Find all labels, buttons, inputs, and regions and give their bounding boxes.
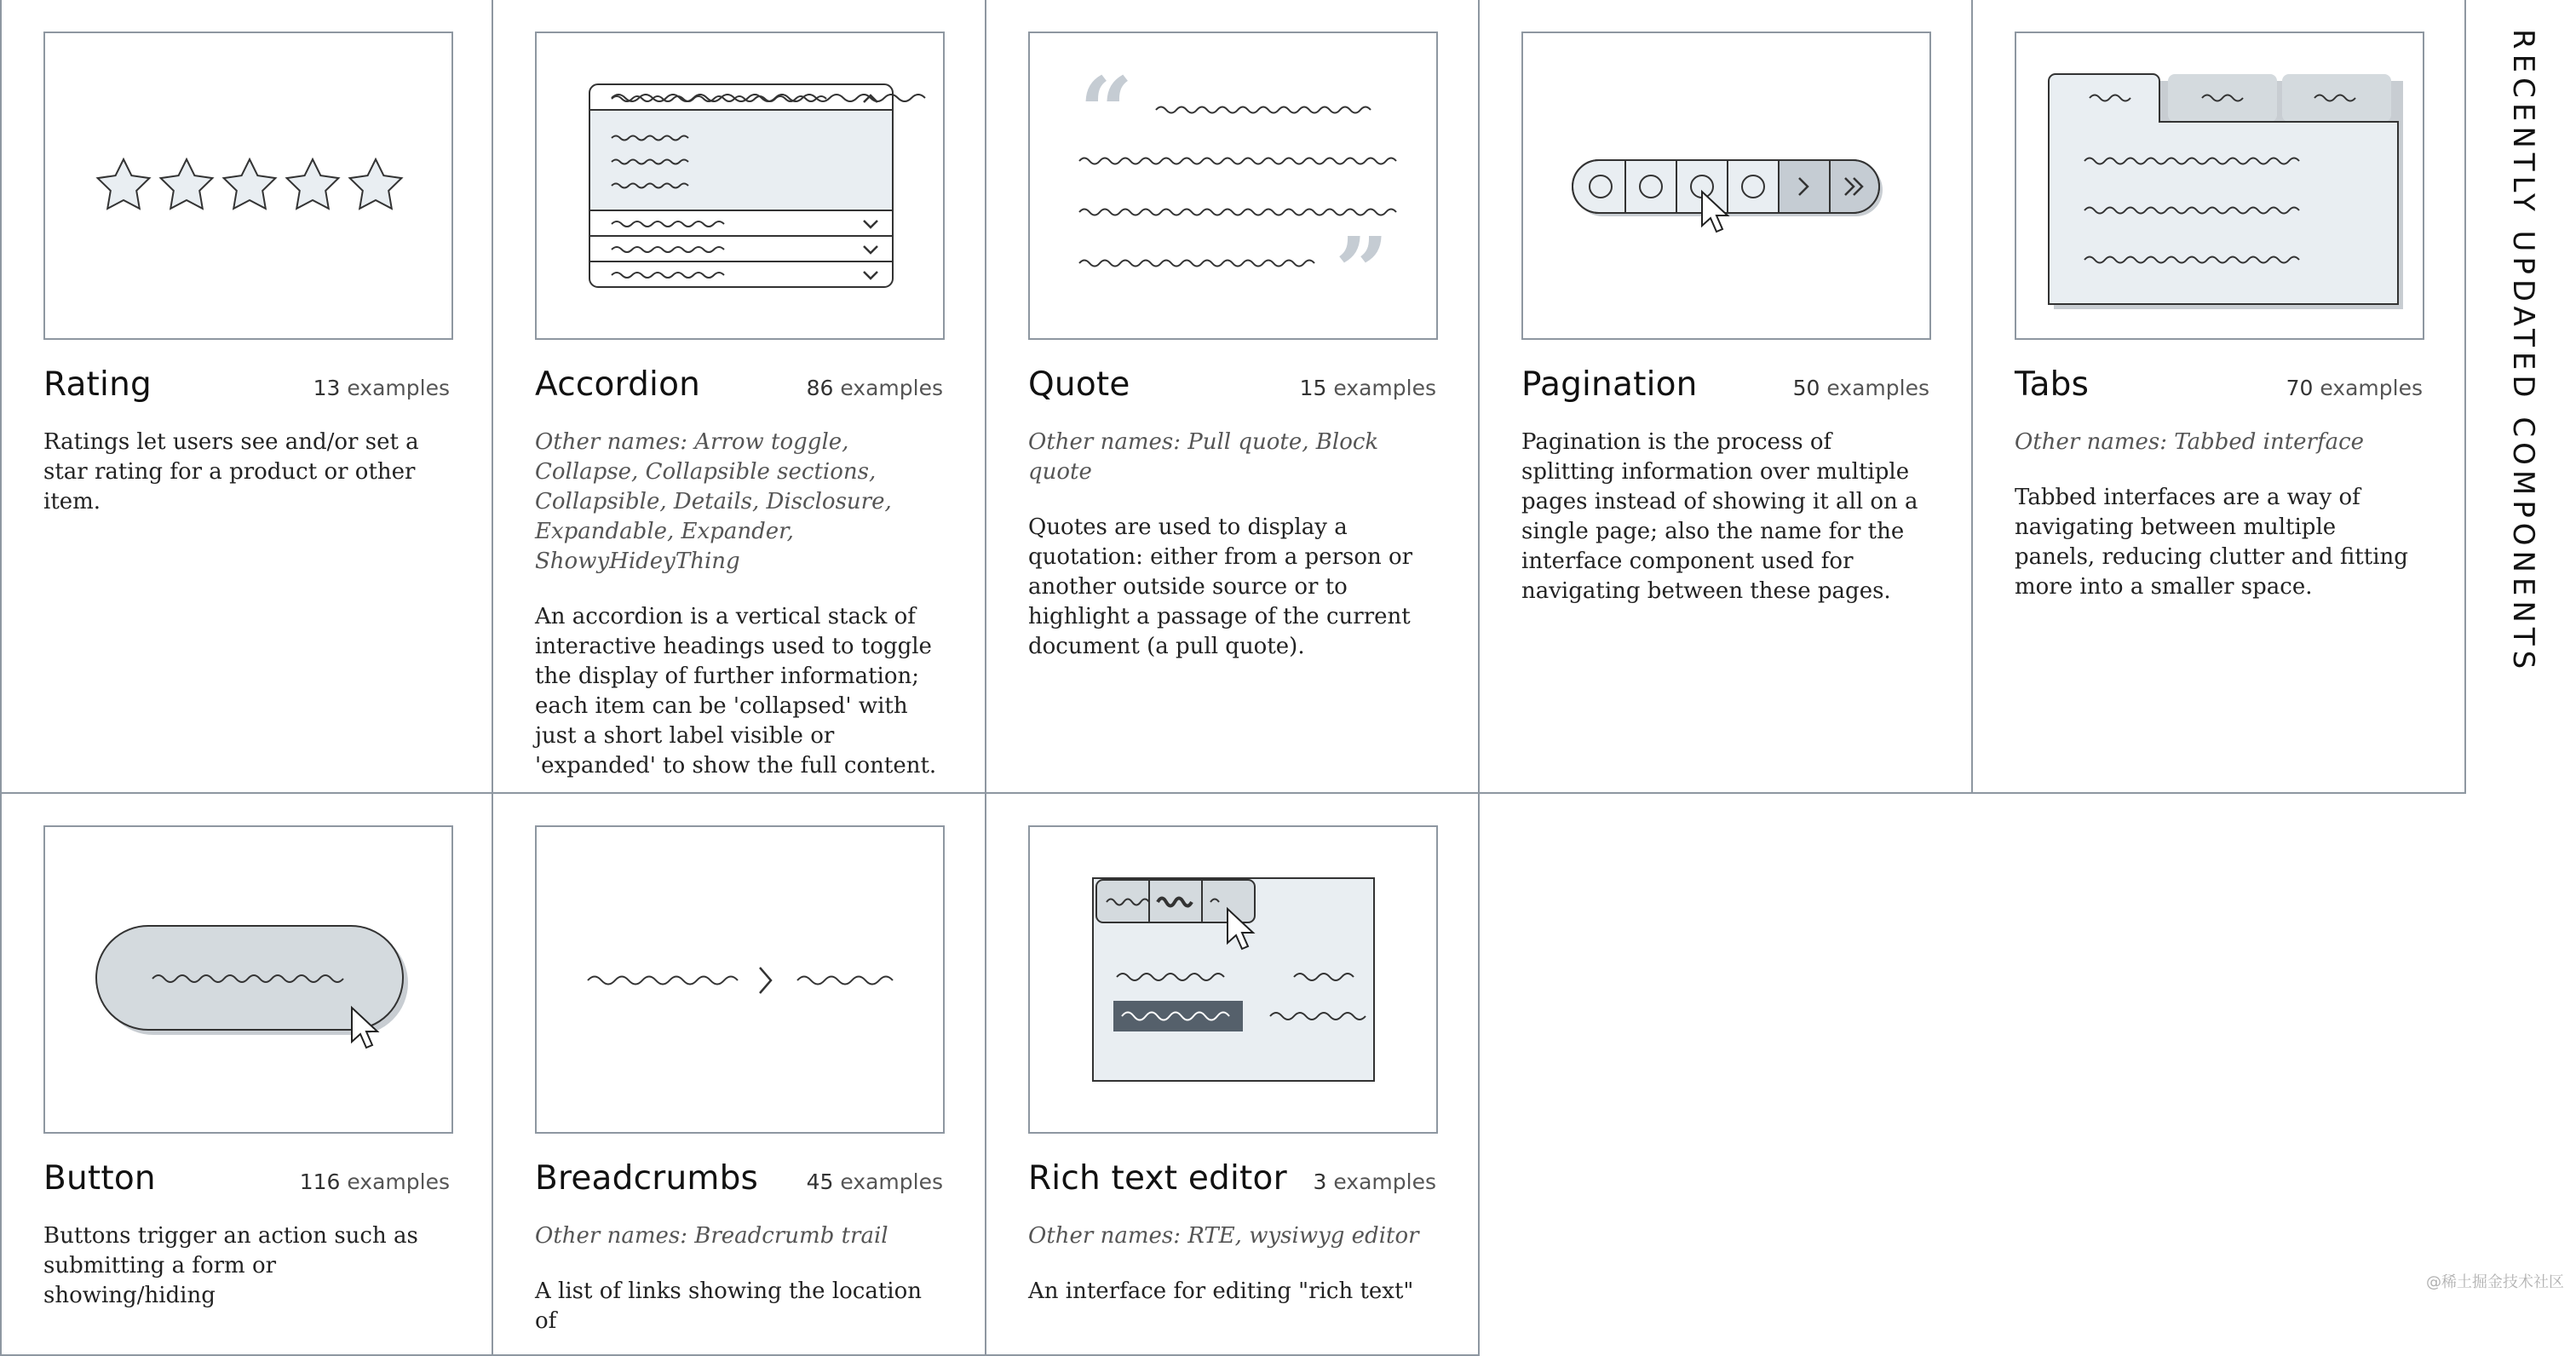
empty-cell bbox=[1480, 794, 1973, 1356]
example-count: 70 examples bbox=[2286, 376, 2423, 400]
rating-illustration[interactable] bbox=[43, 32, 453, 340]
example-count: 13 examples bbox=[313, 376, 450, 400]
other-names: Other names: Breadcrumb trail bbox=[535, 1223, 888, 1249]
other-names: Other names: RTE, wysiwyg editor bbox=[1028, 1223, 1419, 1249]
component-description: An interface for editing "rich text" bbox=[1028, 1278, 1414, 1304]
component-card-breadcrumbs[interactable] bbox=[493, 794, 986, 1356]
editor-window-icon bbox=[1030, 827, 1436, 1132]
component-title[interactable]: Breadcrumbs bbox=[535, 1159, 759, 1198]
tabbed-panel-icon bbox=[2016, 33, 2423, 338]
component-title[interactable]: Quote bbox=[1028, 365, 1130, 404]
example-count: 3 examples bbox=[1313, 1169, 1436, 1194]
component-description: Ratings let users see and/or set a star rating for a product or other item. bbox=[43, 429, 419, 514]
component-description: Pagination is the process of splitting information over multiple pages instead of showing it all on a single page; also the name for the interface component used for navigating between these pages. bbox=[1521, 429, 1918, 604]
empty-cell bbox=[1973, 794, 2466, 1356]
component-title[interactable]: Rich text editor bbox=[1028, 1159, 1287, 1198]
other-names: Other names: Pull quote, Block quote bbox=[1028, 429, 1379, 485]
watermark: @稀土掘金技术社区 bbox=[2426, 1273, 2564, 1291]
other-names: Other names: Tabbed interface bbox=[2015, 429, 2365, 455]
five-star-rating-icon bbox=[45, 33, 451, 338]
example-count: 86 examples bbox=[806, 376, 943, 400]
svg-text:“: “ bbox=[1079, 56, 1134, 166]
example-count: 15 examples bbox=[1299, 376, 1436, 400]
breadcrumb-trail-icon bbox=[537, 827, 943, 1132]
svg-text:”: ” bbox=[1335, 216, 1389, 326]
component-card-accordion[interactable] bbox=[493, 0, 986, 794]
component-description: Buttons trigger an action such as submitting a form or showing/hiding bbox=[43, 1223, 418, 1308]
quote-illustration[interactable] bbox=[1028, 32, 1438, 340]
breadcrumbs-illustration[interactable] bbox=[535, 825, 945, 1134]
component-description: Quotes are used to display a quotation: either from a person or another outside source or to highlight a passage of the current document (a pull quote). bbox=[1028, 514, 1413, 659]
component-title[interactable]: Accordion bbox=[535, 365, 701, 404]
example-count: 45 examples bbox=[806, 1169, 943, 1194]
section-label: RECENTLY UPDATED COMPONENTS bbox=[2506, 29, 2540, 675]
pill-button-icon bbox=[45, 827, 451, 1132]
component-card-rich-text-editor[interactable] bbox=[986, 794, 1480, 1356]
component-card-pagination[interactable] bbox=[1480, 0, 1973, 794]
pagination-illustration[interactable] bbox=[1521, 32, 1931, 340]
accordion-illustration[interactable] bbox=[535, 32, 945, 340]
component-card-quote[interactable] bbox=[986, 0, 1480, 794]
component-title[interactable]: Button bbox=[43, 1159, 156, 1198]
rich-text-editor-illustration[interactable] bbox=[1028, 825, 1438, 1134]
button-illustration[interactable] bbox=[43, 825, 453, 1134]
component-title[interactable]: Tabs bbox=[2015, 365, 2090, 404]
component-title[interactable]: Pagination bbox=[1521, 365, 1698, 404]
component-description: Tabbed interfaces are a way of navigating between multiple panels, reducing clutter and fitting more into a smaller space. bbox=[2015, 485, 2408, 600]
example-count: 50 examples bbox=[1792, 376, 1929, 400]
component-card-button[interactable] bbox=[0, 794, 493, 1356]
component-description: An accordion is a vertical stack of interactive headings used to toggle the display of further information; each item can be 'collapsed' with just a short label visible or 'expanded' to show the full content. bbox=[535, 604, 937, 779]
component-description: A list of links showing the location of bbox=[535, 1278, 923, 1334]
accordion-panel-icon bbox=[537, 33, 943, 338]
quote-marks-icon bbox=[1030, 33, 1436, 338]
pagination-bar-icon bbox=[1523, 33, 1929, 338]
component-card-rating[interactable] bbox=[0, 0, 493, 794]
tabs-illustration[interactable] bbox=[2015, 32, 2424, 340]
example-count: 116 examples bbox=[299, 1169, 450, 1194]
component-card-tabs[interactable] bbox=[1973, 0, 2466, 794]
component-title[interactable]: Rating bbox=[43, 365, 152, 404]
other-names: Other names: Arrow toggle, Collapse, Collapsible sections, Collapsible, Details, Disclosure, Expandable, Expander, ShowyHideyThing bbox=[535, 429, 892, 574]
